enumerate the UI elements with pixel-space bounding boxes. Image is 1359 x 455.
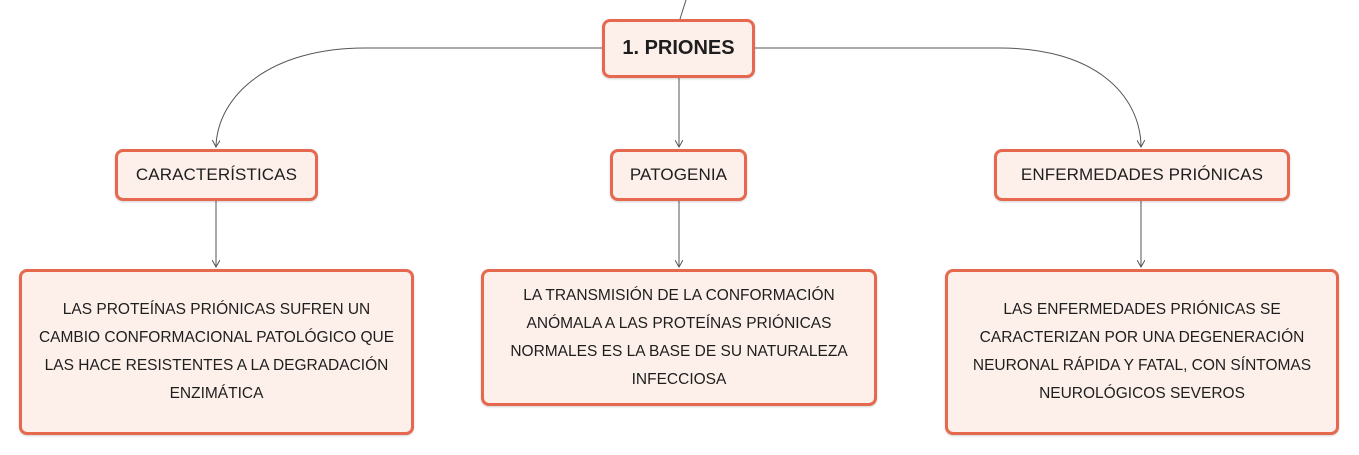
detail-node-text: LAS ENFERMEDADES PRIÓNICAS SE CARACTERIZAN POR UNA DEGENERACIÓN NEURONAL RÁPIDA Y FATAL, CON SÍNTOMAS NEUROLÓGICOS SEVEROS [972, 301, 1312, 402]
detail-node-text: LA TRANSMISIÓN DE LA CONFORMACIÓN ANÓMALA A LAS PROTEÍNAS PRIÓNICAS NORMALES ES LA BASE DE SU NATURALEZA INFECCIOSA [510, 286, 848, 388]
topic-node-label: ENFERMEDADES PRIÓNICAS [1020, 165, 1264, 184]
detail-node-patogenia[interactable] [481, 269, 877, 406]
topic-node-patogenia[interactable] [610, 149, 747, 201]
topic-node-enfermedades-prionicas[interactable] [994, 149, 1290, 201]
root-node-label: 1. PRIONES [622, 37, 735, 59]
detail-node-text: LAS PROTEÍNAS PRIÓNICAS SUFREN UN CAMBIO CONFORMACIONAL PATOLÓGICO QUE LAS HACE RESISTENTES A LA DEGRADACIÓN ENZIMÁTICA [38, 301, 395, 402]
detail-node-caracteristicas[interactable] [19, 269, 414, 435]
detail-node-enfermedades-prionicas[interactable] [945, 269, 1339, 435]
topic-node-label: CARACTERÍSTICAS [135, 165, 298, 184]
connector-root-to-caracteristicas [216, 48, 602, 146]
connector-root-to-enfermedades [755, 48, 1141, 146]
connector-parent-to-root [680, 0, 686, 19]
topic-node-caracteristicas[interactable] [115, 149, 318, 201]
topic-node-label: PATOGENIA [629, 165, 728, 184]
root-node-priones[interactable] [602, 19, 755, 78]
